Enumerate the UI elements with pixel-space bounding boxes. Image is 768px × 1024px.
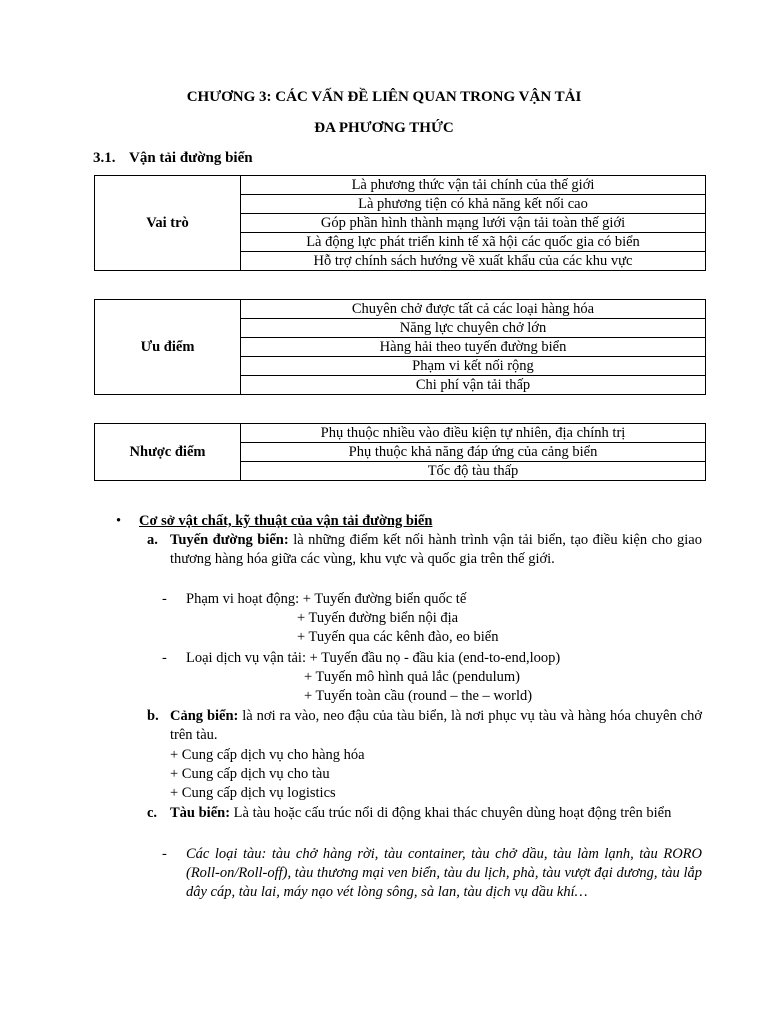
roles-table [94,175,706,271]
disadvantages-row: Phụ thuộc nhiều vào điều kiện tự nhiên, địa chính trị [241,424,706,443]
item-c-paragraph [170,804,702,823]
section-number: 3.1. [93,150,116,166]
advantages-row: Hàng hải theo tuyến đường biển [241,338,706,357]
advantages-row: Chi phí vận tải thấp [241,376,706,395]
item-a-term: Tuyến đường biển: [170,532,289,548]
roles-row: Góp phần hình thành mạng lưới vận tải toàn thế giới [241,214,706,233]
item-c-text: Là tàu hoặc cấu trúc nổi di động khai thác chuyên dùng hoạt động trên biển [230,805,672,821]
scope-line: + Tuyến qua các kênh đào, eo biển [297,629,499,645]
roles-heading: Vai trò [95,176,241,271]
service-line: + Tuyến mô hình quả lắc (pendulum) [304,669,520,685]
advantages-row: Phạm vi kết nối rộng [241,357,706,376]
item-b-text: là nơi ra vào, neo đậu của tàu biển, là nơi phục vụ tàu và hàng hóa chuyên chở trên tàu. [170,708,702,743]
roles-row: Là động lực phát triển kinh tế xã hội các quốc gia có biển [241,233,706,252]
port-service-item: + Cung cấp dịch vụ cho hàng hóa [170,747,365,763]
item-b-term: Cảng biển: [170,708,239,724]
chapter-subtitle: ĐA PHƯƠNG THỨC [314,120,454,136]
section-heading [93,149,253,168]
section-title: Vận tải đường biển [129,150,253,166]
service-line: Loại dịch vụ vận tải: + Tuyến đầu nọ - đầu kia (end-to-end,loop) [186,650,561,666]
disadvantages-row: Tốc độ tàu thấp [241,462,706,481]
scope-line: + Tuyến đường biển nội địa [297,610,459,626]
chapter-title: CHƯƠNG 3: CÁC VẤN ĐỀ LIÊN QUAN TRONG VẬN TẢI [186,89,582,105]
ship-types-text: Các loại tàu: tàu chở hàng rời, tàu container, tàu chở dầu, tàu làm lạnh, tàu RORO (Roll-on/Roll-off), tàu thương mại ven biển, tàu du lịch, phà, tàu vượt đại dương, tàu lắp dây cáp, tàu lai, máy nạo vét lòng sông, sà lan, tàu dịch vụ dầu khí… [186,846,702,900]
bullet-icon: • [116,513,122,529]
advantages-row: Chuyên chở được tất cả các loại hàng hóa [241,300,706,319]
ship-types-dash: - [162,846,167,862]
roles-row: Là phương thức vận tải chính của thế giới [241,176,706,195]
advantages-table [94,299,706,395]
item-a-paragraph [170,531,702,569]
item-c-term: Tàu biển: [170,805,231,821]
disadvantages-heading: Nhược điểm [95,424,241,481]
item-b-paragraph [170,707,702,745]
port-service-item: + Cung cấp dịch vụ logistics [170,785,336,801]
port-service-item: + Cung cấp dịch vụ cho tàu [170,766,330,782]
disadvantages-row: Phụ thuộc khả năng đáp ứng của cảng biển [241,443,706,462]
scope-dash: - [162,591,167,607]
roles-row: Hỗ trợ chính sách hướng về xuất khẩu của các khu vực [241,252,706,271]
item-a-label: a. [147,532,158,548]
roles-row: Là phương tiện có khả năng kết nối cao [241,195,706,214]
service-line: + Tuyến toàn cầu (round – the – world) [304,688,533,704]
advantages-heading: Ưu điểm [95,300,241,395]
infrastructure-heading [116,512,432,531]
advantages-row: Năng lực chuyên chở lớn [241,319,706,338]
item-c-label: c. [147,805,158,821]
disadvantages-table [94,423,706,481]
item-b-label: b. [147,708,159,724]
infrastructure-heading-text: Cơ sở vật chất, kỹ thuật của vận tải đường biển [139,513,433,529]
scope-line: Phạm vi hoạt động: + Tuyến đường biển quốc tế [186,591,467,607]
item-a-text: là những điểm kết nối hành trình vận tải biển, tạo điều kiện cho giao thương hàng hóa giữa các vùng, khu vực và quốc gia trên thế giới. [170,532,702,567]
service-dash: - [162,650,167,666]
